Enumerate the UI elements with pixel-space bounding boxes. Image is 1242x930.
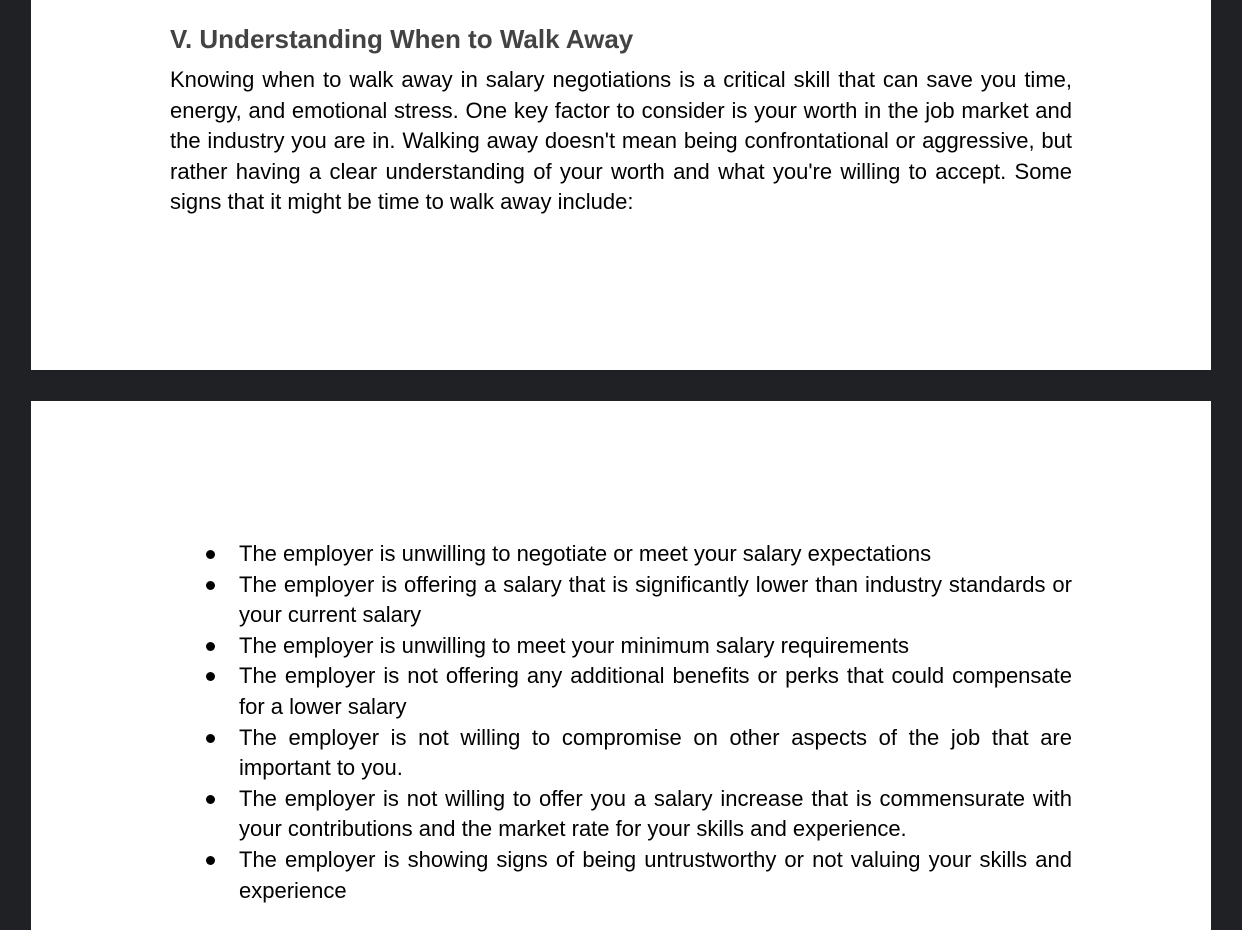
bullet-icon [206, 581, 215, 590]
list-item [170, 539, 1072, 570]
bullet-icon [206, 734, 215, 743]
bullet-icon [206, 642, 215, 651]
document-page-1 [31, 0, 1211, 370]
list-item [170, 570, 1072, 631]
bullet-icon [206, 550, 215, 559]
list-item-text: The employer is not willing to offer you a salary increase that is commensurate with your contributions and the market rate for your skills and experience. [239, 785, 1072, 842]
bullet-icon [206, 672, 215, 681]
bullet-icon [206, 795, 215, 804]
bullet-icon [206, 856, 215, 865]
document-page-2 [31, 401, 1211, 930]
list-item-text: The employer is offering a salary that is significantly lower than industry standards or your current salary [239, 571, 1072, 628]
intro-paragraph: Knowing when to walk away in salary negotiations is a critical skill that can save you time, energy, and emotional stress. One key factor to consider is your worth in the job market and the industry you are in. Walking away doesn't mean being confrontational or aggressive, but rather having a clear understanding of your worth and what you're willing to accept. Some signs that it might be time to walk away include: [170, 67, 1072, 215]
list-item-text: The employer is showing signs of being untrustworthy or not valuing your skills and experience [239, 846, 1072, 903]
walk-away-signs-list [170, 539, 1072, 906]
list-item-text: The employer is not offering any additional benefits or perks that could compensate for a lower salary [239, 663, 1072, 719]
section-heading: V. Understanding When to Walk Away [170, 24, 634, 54]
list-item-text: The employer is not willing to compromise on other aspects of the job that are important to you. [239, 724, 1072, 781]
list-item [170, 784, 1072, 845]
list-item [170, 661, 1072, 722]
list-item-text: The employer is unwilling to meet your minimum salary requirements [239, 632, 910, 658]
list-item [170, 845, 1072, 906]
list-item [170, 723, 1072, 784]
list-item [170, 631, 1072, 662]
list-item-text: The employer is unwilling to negotiate or meet your salary expectations [239, 541, 932, 566]
